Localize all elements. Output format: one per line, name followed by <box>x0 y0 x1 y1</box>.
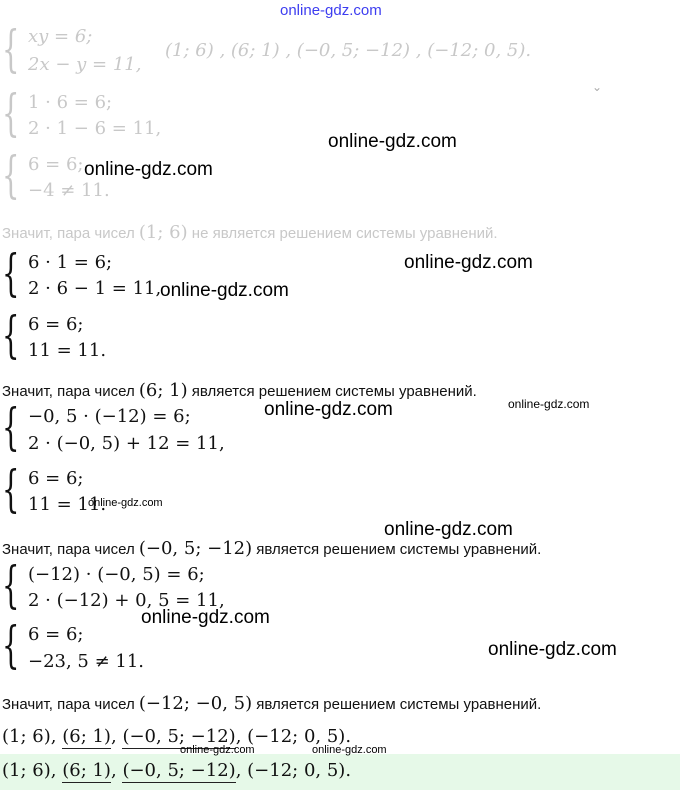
brace: { <box>2 616 20 674</box>
answer-pair-3: (−0, 5; −12) <box>122 726 236 747</box>
check3-eq-1: −0, 5 · (−12) = 6; <box>28 406 191 427</box>
watermark: online-gdz.com <box>141 607 270 628</box>
check2-eq-4: 11 = 11. <box>28 340 107 361</box>
conclusion-prefix: Значит, пара чисел <box>2 541 135 558</box>
check4-conclusion <box>2 693 541 714</box>
check2-conclusion <box>2 380 477 401</box>
check2-eq-2: 2 · 6 − 1 = 11, <box>28 278 162 299</box>
conclusion-suffix: является решением системы уравнений. <box>191 383 477 400</box>
system-eq-2: 2x − y = 11, <box>28 54 142 75</box>
watermark: online-gdz.com <box>312 744 387 756</box>
watermark: online-gdz.com <box>328 131 457 152</box>
check1-eq-3: 6 = 6; <box>28 154 84 175</box>
check3-eq-4: 11 = 11. <box>28 494 107 515</box>
check4-eq-1: (−12) · (−0, 5) = 6; <box>28 564 205 585</box>
separator: , <box>110 726 117 747</box>
brace: { <box>2 398 20 456</box>
conclusion-pair: (−12; −0, 5) <box>138 693 253 714</box>
period: . <box>345 726 352 747</box>
conclusion-prefix: Значит, пара чисел <box>2 225 135 242</box>
answer-pair-4: (−12; 0, 5) <box>247 726 346 747</box>
system-eq-1: xy = 6; <box>28 26 93 47</box>
candidate-pairs: (1; 6) , (6; 1) , (−0, 5; −12) , (−12; 0, 5). <box>165 40 532 61</box>
answer-pair-4: (−12; 0, 5) <box>247 760 346 781</box>
answer-pair-2: (6; 1) <box>62 726 111 747</box>
check1-eq-4: −4 ≠ 11. <box>28 180 110 201</box>
answer-line <box>2 726 351 747</box>
conclusion-pair: (6; 1) <box>138 380 188 401</box>
answer-pair-2: (6; 1) <box>62 760 111 781</box>
separator: , <box>110 760 117 781</box>
separator: , <box>50 760 57 781</box>
period: . <box>345 760 352 781</box>
answer-pair-1: (1; 6) <box>2 760 51 781</box>
check1-conclusion <box>2 222 498 243</box>
check3-eq-3: 6 = 6; <box>28 468 84 489</box>
check3-conclusion <box>2 538 541 559</box>
watermark: online-gdz.com <box>160 280 289 301</box>
conclusion-prefix: Значит, пара чисел <box>2 383 135 400</box>
conclusion-suffix: является решением системы уравнений. <box>256 541 542 558</box>
answer-pair-1: (1; 6) <box>2 726 51 747</box>
answer-final <box>2 760 351 781</box>
watermark: online-gdz.com <box>88 497 163 509</box>
brace: { <box>2 556 20 614</box>
brace: { <box>2 84 20 142</box>
answer-pair-3: (−0, 5; −12) <box>122 760 236 781</box>
conclusion-prefix: Значит, пара чисел <box>2 696 135 713</box>
check4-eq-2: 2 · (−12) + 0, 5 = 11, <box>28 590 225 611</box>
brace: { <box>2 20 20 78</box>
watermark: online-gdz.com <box>404 252 533 273</box>
check2-eq-1: 6 · 1 = 6; <box>28 252 113 273</box>
separator: , <box>235 726 242 747</box>
watermark: online-gdz.com <box>264 399 393 420</box>
brace: { <box>2 460 20 518</box>
conclusion-pair: (1; 6) <box>138 222 188 243</box>
watermark: online-gdz.com <box>508 397 590 411</box>
watermark: online-gdz.com <box>384 519 513 540</box>
watermark-top: online-gdz.com <box>280 2 382 19</box>
brace: { <box>2 306 20 364</box>
check1-eq-2: 2 · 1 − 6 = 11, <box>28 118 162 139</box>
check3-eq-2: 2 · (−0, 5) + 12 = 11, <box>28 433 225 454</box>
watermark: online-gdz.com <box>84 159 213 180</box>
brace: { <box>2 146 20 204</box>
separator: , <box>235 760 242 781</box>
conclusion-pair: (−0, 5; −12) <box>138 538 253 559</box>
check1-eq-1: 1 · 6 = 6; <box>28 92 113 113</box>
check2-eq-3: 6 = 6; <box>28 314 84 335</box>
check4-eq-3: 6 = 6; <box>28 624 84 645</box>
conclusion-suffix: не является решением системы уравнений. <box>191 225 498 242</box>
chevron-down-icon: ⌄ <box>592 80 603 94</box>
watermark: online-gdz.com <box>488 639 617 660</box>
conclusion-suffix: является решением системы уравнений. <box>256 696 542 713</box>
watermark: online-gdz.com <box>180 744 255 756</box>
separator: , <box>50 726 57 747</box>
brace: { <box>2 244 20 302</box>
check4-eq-4: −23, 5 ≠ 11. <box>28 651 145 672</box>
